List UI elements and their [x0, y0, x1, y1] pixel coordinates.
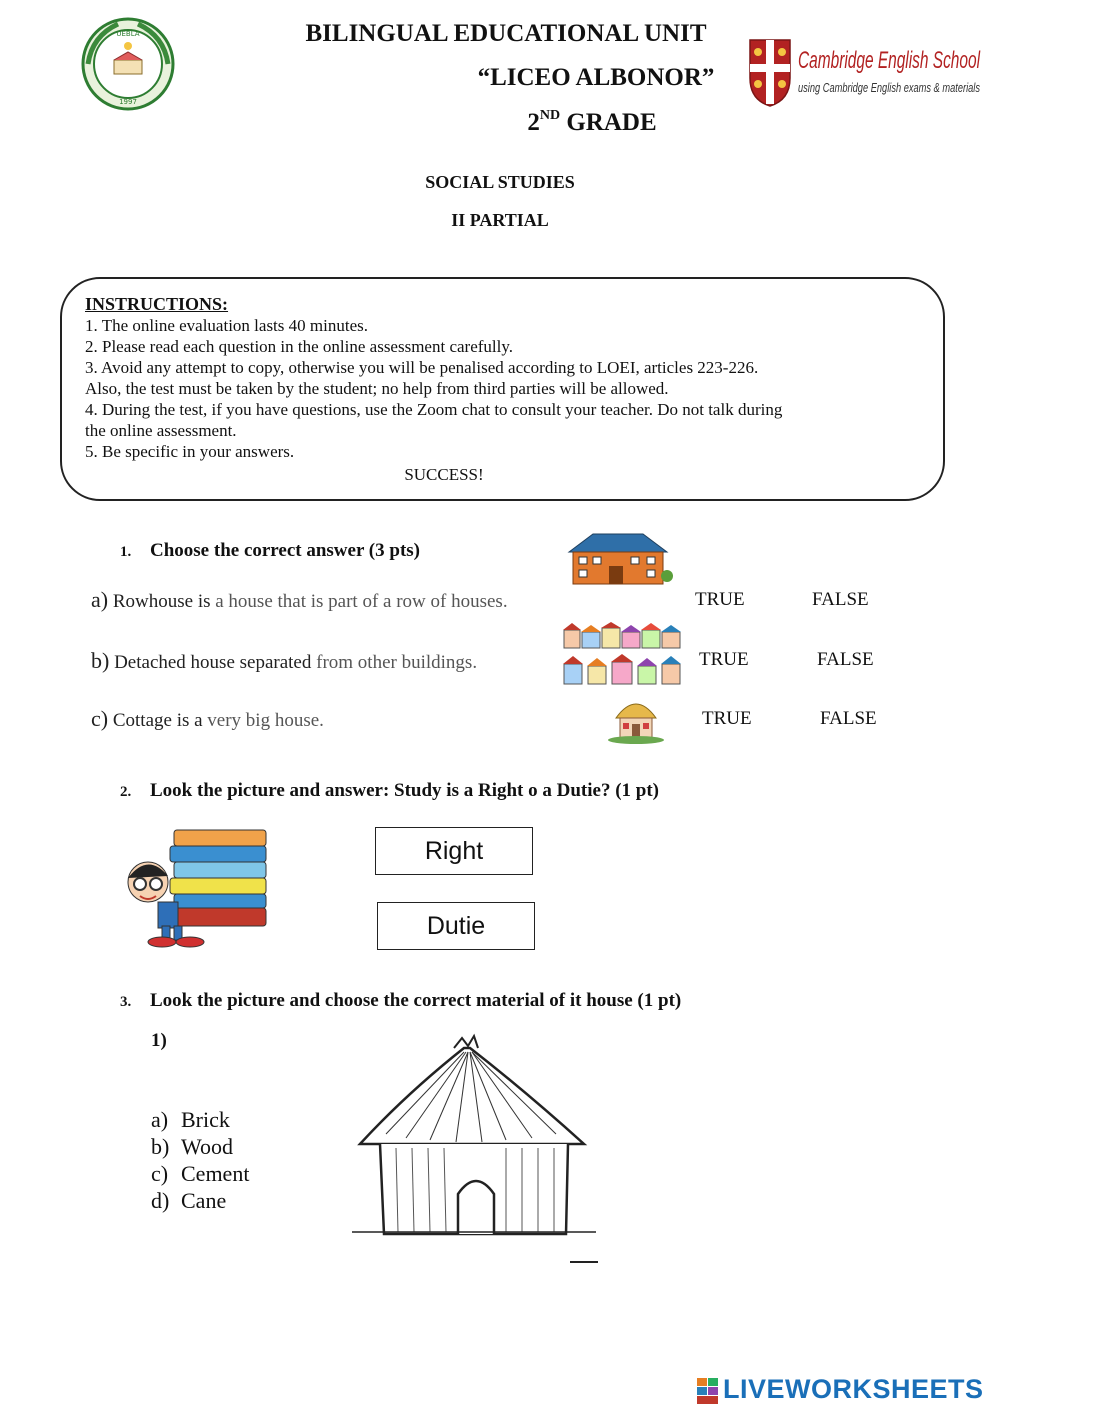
grade-title: [92, 108, 1092, 137]
instruction-line: Also, the test must be taken by the student; no help from third parties will be allowed.: [85, 379, 669, 398]
false-option-a[interactable]: FALSE: [812, 589, 869, 610]
grade-number: 2: [527, 109, 540, 136]
instructions-heading: INSTRUCTIONS:: [85, 294, 229, 314]
house-icon: [563, 530, 671, 588]
option-letter: a): [151, 1107, 169, 1132]
question-number: 2.: [120, 784, 132, 800]
false-option-c[interactable]: FALSE: [820, 708, 877, 729]
instruction-line: the online assessment.: [85, 421, 237, 440]
material-option-cement[interactable]: [151, 1160, 249, 1187]
right-answer-button[interactable]: Right: [375, 827, 533, 875]
statement-part: Detached house separated: [114, 652, 317, 673]
material-option-wood[interactable]: [151, 1133, 249, 1160]
question-number: 3.: [120, 994, 132, 1010]
question-number: 1.: [120, 544, 132, 560]
thatched-hut-illustration: [346, 1034, 602, 1266]
true-option-c[interactable]: TRUE: [702, 708, 752, 729]
question-2-heading: [120, 780, 659, 802]
true-option-a[interactable]: TRUE: [695, 589, 745, 610]
material-options-list: [151, 1106, 249, 1214]
question-title: Choose the correct answer (3 pts): [150, 540, 420, 561]
instruction-line: 3. Avoid any attempt to copy, otherwise you will be penalised according to LOEI, articles 223-226.: [85, 358, 759, 377]
statement-part: a house that is part of a row of houses.: [215, 591, 508, 612]
false-option-b[interactable]: FALSE: [817, 649, 874, 670]
material-option-brick[interactable]: [151, 1106, 249, 1133]
question-title: Look the picture and answer: Study is a Right o a Dutie? (1 pt): [150, 780, 659, 801]
row-houses-icon: [562, 622, 682, 688]
option-letter: b): [151, 1134, 170, 1159]
option-letter: c): [151, 1161, 169, 1186]
instruction-line: 2. Please read each question in the online assessment carefully.: [85, 337, 514, 356]
dutie-answer-button[interactable]: Dutie: [377, 902, 535, 950]
option-text: Cement: [181, 1161, 250, 1186]
question-1-heading: [120, 540, 420, 562]
svg-text:1997: 1997: [119, 98, 137, 106]
statement-letter: a): [91, 587, 109, 612]
statement-c: [91, 706, 324, 732]
svg-text:Cambridge English School: Cambridge English School: [798, 47, 981, 74]
instruction-line: 4. During the test, if you have questions, use the Zoom chat to consult your teacher. Do not talk during: [85, 400, 783, 419]
option-letter: d): [151, 1188, 170, 1213]
statement-part: Cottage is a: [112, 710, 208, 731]
svg-text:UEBLA: UEBLA: [116, 30, 140, 38]
student-with-books-illustration: [118, 826, 278, 948]
grade-suffix: ND: [539, 108, 561, 123]
option-text: Wood: [181, 1134, 234, 1159]
statement-part: from other buildings.: [316, 652, 478, 673]
liceo-title: “LICEO ALBONOR”: [477, 64, 715, 91]
grade-word: GRADE: [566, 109, 657, 136]
statement-letter: c): [91, 706, 109, 731]
statement-part: Rowhouse is: [112, 591, 216, 612]
statement-letter: b): [91, 648, 110, 673]
cottage-icon: [606, 694, 666, 744]
partial-title: II PARTIAL: [451, 210, 549, 230]
statement-part: very big house.: [207, 710, 324, 731]
success-message: SUCCESS!: [404, 465, 484, 484]
option-text: Cane: [181, 1188, 227, 1213]
instruction-line: 1. The online evaluation lasts 40 minutes.: [85, 316, 368, 335]
statement-a: [91, 587, 508, 613]
school-title: BILINGUAL EDUCATIONAL UNIT: [305, 20, 707, 47]
question-title: Look the picture and choose the correct material of it house (1 pt): [150, 990, 682, 1011]
true-option-b[interactable]: TRUE: [699, 649, 749, 670]
svg-text:using Cambridge English exams: using Cambridge English exams & materials: [798, 80, 981, 95]
liveworksheets-brand: LIVEWORKSHEETS: [723, 1374, 984, 1404]
material-option-cane[interactable]: [151, 1187, 249, 1214]
instructions-content: [85, 294, 935, 485]
option-text: Brick: [181, 1107, 230, 1132]
instruction-line: 5. Be specific in your answers.: [85, 442, 295, 461]
subject-title: SOCIAL STUDIES: [425, 172, 575, 192]
question-3-heading: [120, 990, 681, 1012]
subquestion-number: 1): [151, 1030, 167, 1051]
liveworksheets-logo: [697, 1376, 993, 1406]
statement-b: [91, 648, 477, 674]
